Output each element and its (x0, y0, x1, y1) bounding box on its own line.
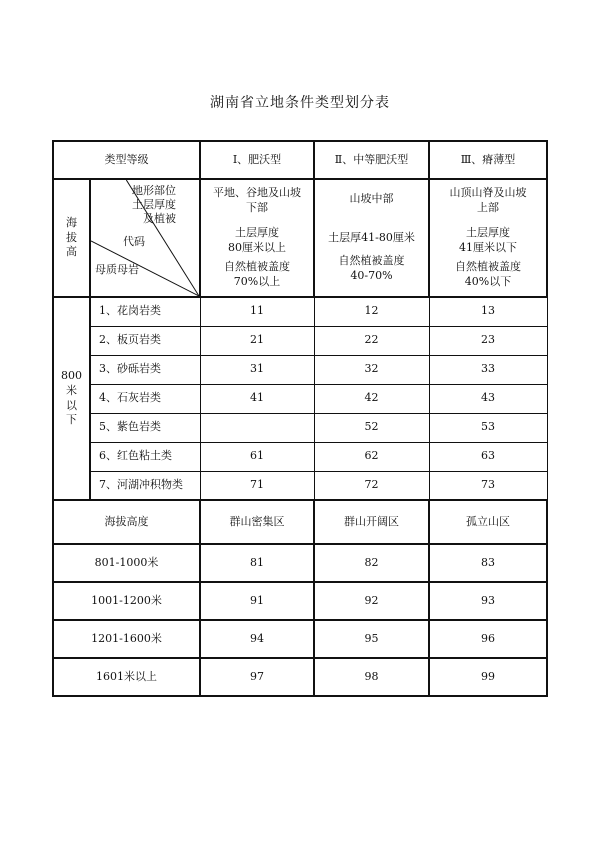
code-cell: 94 (200, 620, 314, 658)
code-cell: 62 (314, 442, 429, 471)
altitude-name: 1201-1600米 (53, 620, 200, 658)
table-row (53, 413, 547, 442)
table-row (53, 384, 547, 413)
diag-parent-label: 母质母岩 (95, 263, 139, 276)
code-cell: 32 (314, 355, 429, 384)
rock-name: 6、红色粘土类 (90, 442, 200, 471)
rock-name: 4、石灰岩类 (90, 384, 200, 413)
diag-terrain-label: 地形部位 土层厚度 及植被 (132, 184, 176, 225)
desc-medium: 山坡中部 土层厚41-80厘米 自然植被盖度 40-70% (314, 179, 429, 297)
code-cell: 43 (429, 384, 547, 413)
below-800-label: 800 米 以 下 (53, 297, 90, 500)
code-cell: 31 (200, 355, 314, 384)
altitude-name: 1601米以上 (53, 658, 200, 696)
code-cell: 11 (200, 297, 314, 326)
altitude-header-open: 群山开阔区 (314, 500, 429, 544)
rock-name: 5、紫色岩类 (90, 413, 200, 442)
altitude-name: 801-1000米 (53, 544, 200, 582)
code-cell: 93 (429, 582, 547, 620)
desc-poor: 山顶山脊及山坡 上部 土层厚度 41厘米以下 自然植被盖度 40%以下 (429, 179, 547, 297)
rock-name: 3、砂砾岩类 (90, 355, 200, 384)
table-row (53, 658, 547, 696)
header-col-poor: Ⅲ、瘠薄型 (429, 141, 547, 179)
altitude-header-dense: 群山密集区 (200, 500, 314, 544)
code-cell: 96 (429, 620, 547, 658)
header-col-medium: Ⅱ、中等肥沃型 (314, 141, 429, 179)
code-cell: 82 (314, 544, 429, 582)
code-cell: 41 (200, 384, 314, 413)
site-type-table (52, 140, 548, 697)
rock-name: 2、板页岩类 (90, 326, 200, 355)
code-cell: 92 (314, 582, 429, 620)
code-cell: 61 (200, 442, 314, 471)
header-row (53, 141, 547, 179)
code-cell (200, 413, 314, 442)
code-cell: 63 (429, 442, 547, 471)
table-row (53, 442, 547, 471)
altitude-name: 1001-1200米 (53, 582, 200, 620)
code-cell: 81 (200, 544, 314, 582)
altitude-header-isolated: 孤立山区 (429, 500, 547, 544)
code-cell: 71 (200, 471, 314, 500)
code-cell: 72 (314, 471, 429, 500)
header-type-grade: 类型等级 (53, 141, 200, 179)
altitude-header-row (53, 500, 547, 544)
table-row (53, 582, 547, 620)
code-cell: 22 (314, 326, 429, 355)
altitude-vertical-label: 海 拔 高 (53, 179, 90, 297)
code-cell: 33 (429, 355, 547, 384)
diag-code-label: 代码 (123, 235, 145, 248)
diagonal-header-cell (90, 179, 200, 297)
table-row (53, 326, 547, 355)
table-row (53, 544, 547, 582)
page-title: 湖南省立地条件类型划分表 (210, 95, 390, 111)
rock-name: 1、花岗岩类 (90, 297, 200, 326)
code-cell: 52 (314, 413, 429, 442)
code-cell: 13 (429, 297, 547, 326)
code-cell: 21 (200, 326, 314, 355)
desc-fertile: 平地、谷地及山坡 下部 土层厚度 80厘米以上 自然植被盖度 70%以上 (200, 179, 314, 297)
code-cell: 83 (429, 544, 547, 582)
table-row (53, 471, 547, 500)
code-cell: 73 (429, 471, 547, 500)
code-cell: 53 (429, 413, 547, 442)
code-cell: 98 (314, 658, 429, 696)
description-row (53, 179, 547, 297)
code-cell: 97 (200, 658, 314, 696)
code-cell: 99 (429, 658, 547, 696)
table-row (53, 355, 547, 384)
code-cell: 95 (314, 620, 429, 658)
table-row (53, 297, 547, 326)
header-col-fertile: Ⅰ、肥沃型 (200, 141, 314, 179)
code-cell: 91 (200, 582, 314, 620)
table-row (53, 620, 547, 658)
code-cell: 42 (314, 384, 429, 413)
rock-name: 7、河湖冲积物类 (90, 471, 200, 500)
code-cell: 12 (314, 297, 429, 326)
altitude-header-label: 海拔高度 (53, 500, 200, 544)
code-cell: 23 (429, 326, 547, 355)
